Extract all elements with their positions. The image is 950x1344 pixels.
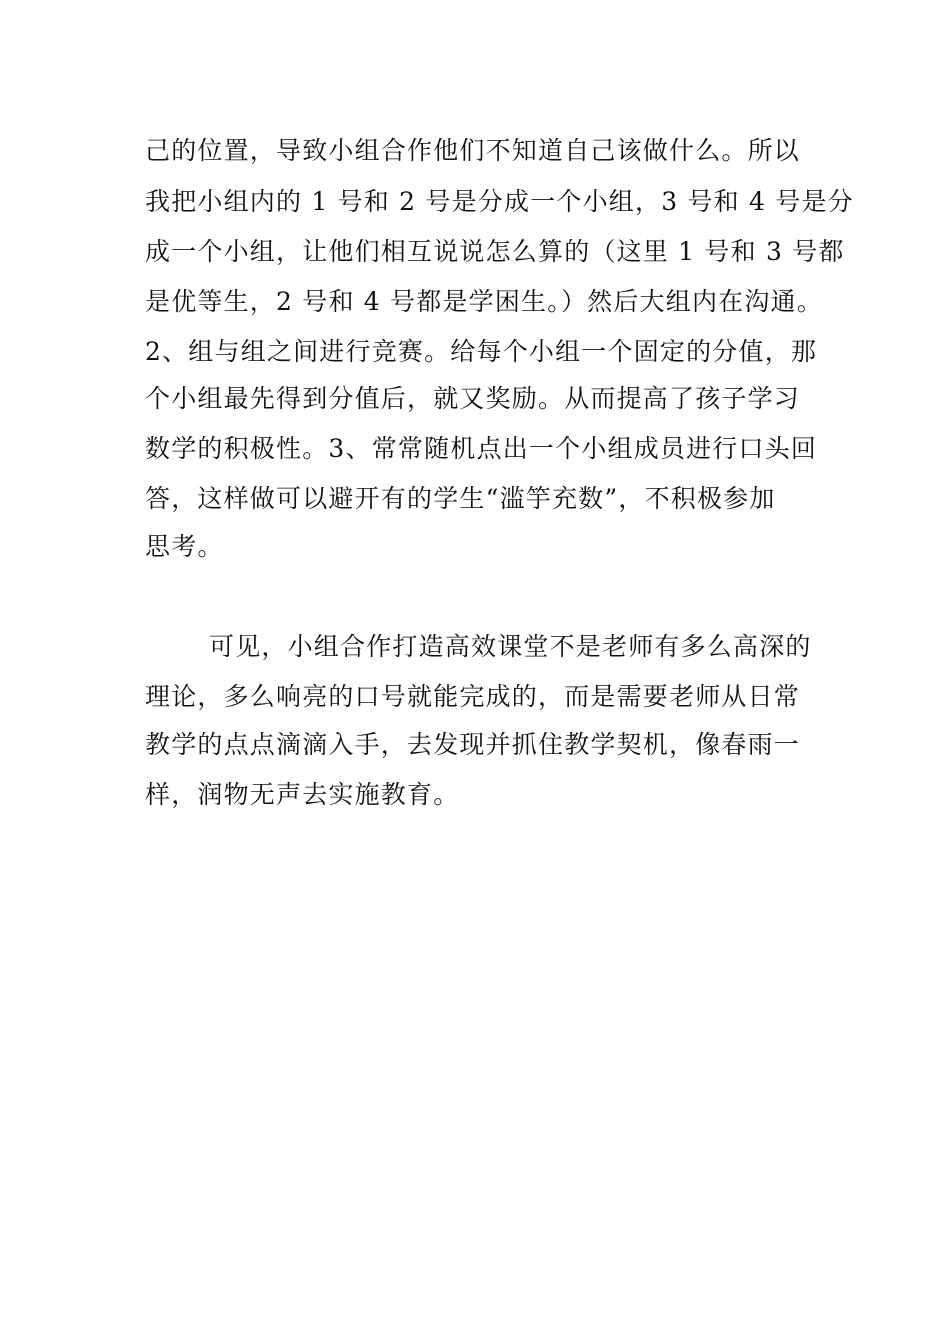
paragraph-2-line-1: 可见，小组合作打造高效课堂不是老师有多么高深的: [209, 632, 812, 661]
paragraph-1-line-9: 思考。: [145, 532, 224, 561]
paragraph-1-line-8: 答，这样做可以避开有的学生“滥竽充数”，不积极参加: [145, 484, 776, 513]
paragraph-1-line-2: 我把小组内的 1 号和 2 号是分成一个小组，3 号和 4 号是分: [145, 187, 854, 216]
paragraph-2-line-4: 样，润物无声去实施教育。: [145, 780, 460, 809]
paragraph-1-line-5: 2、组与组之间进行竞赛。给每个小组一个固定的分值，那: [145, 337, 818, 366]
paragraph-2-line-3: 教学的点点滴滴入手，去发现并抓住教学契机，像春雨一: [145, 730, 801, 759]
paragraph-1-line-7: 数学的积极性。3、常常随机点出一个小组成员进行口头回: [145, 434, 818, 463]
paragraph-2-line-2: 理论，多么响亮的口号就能完成的，而是需要老师从日常: [145, 682, 801, 711]
paragraph-1-line-6: 个小组最先得到分值后，就又奖励。从而提高了孩子学习: [145, 384, 801, 413]
paragraph-1-line-3: 成一个小组，让他们相互说说怎么算的（这里 1 号和 3 号都: [145, 237, 845, 266]
paragraph-1-line-1: 己的位置，导致小组合作他们不知道自己该做什么。所以: [145, 136, 801, 165]
paragraph-1-line-4: 是优等生，2 号和 4 号都是学困生。）然后大组内在沟通。: [145, 287, 823, 316]
